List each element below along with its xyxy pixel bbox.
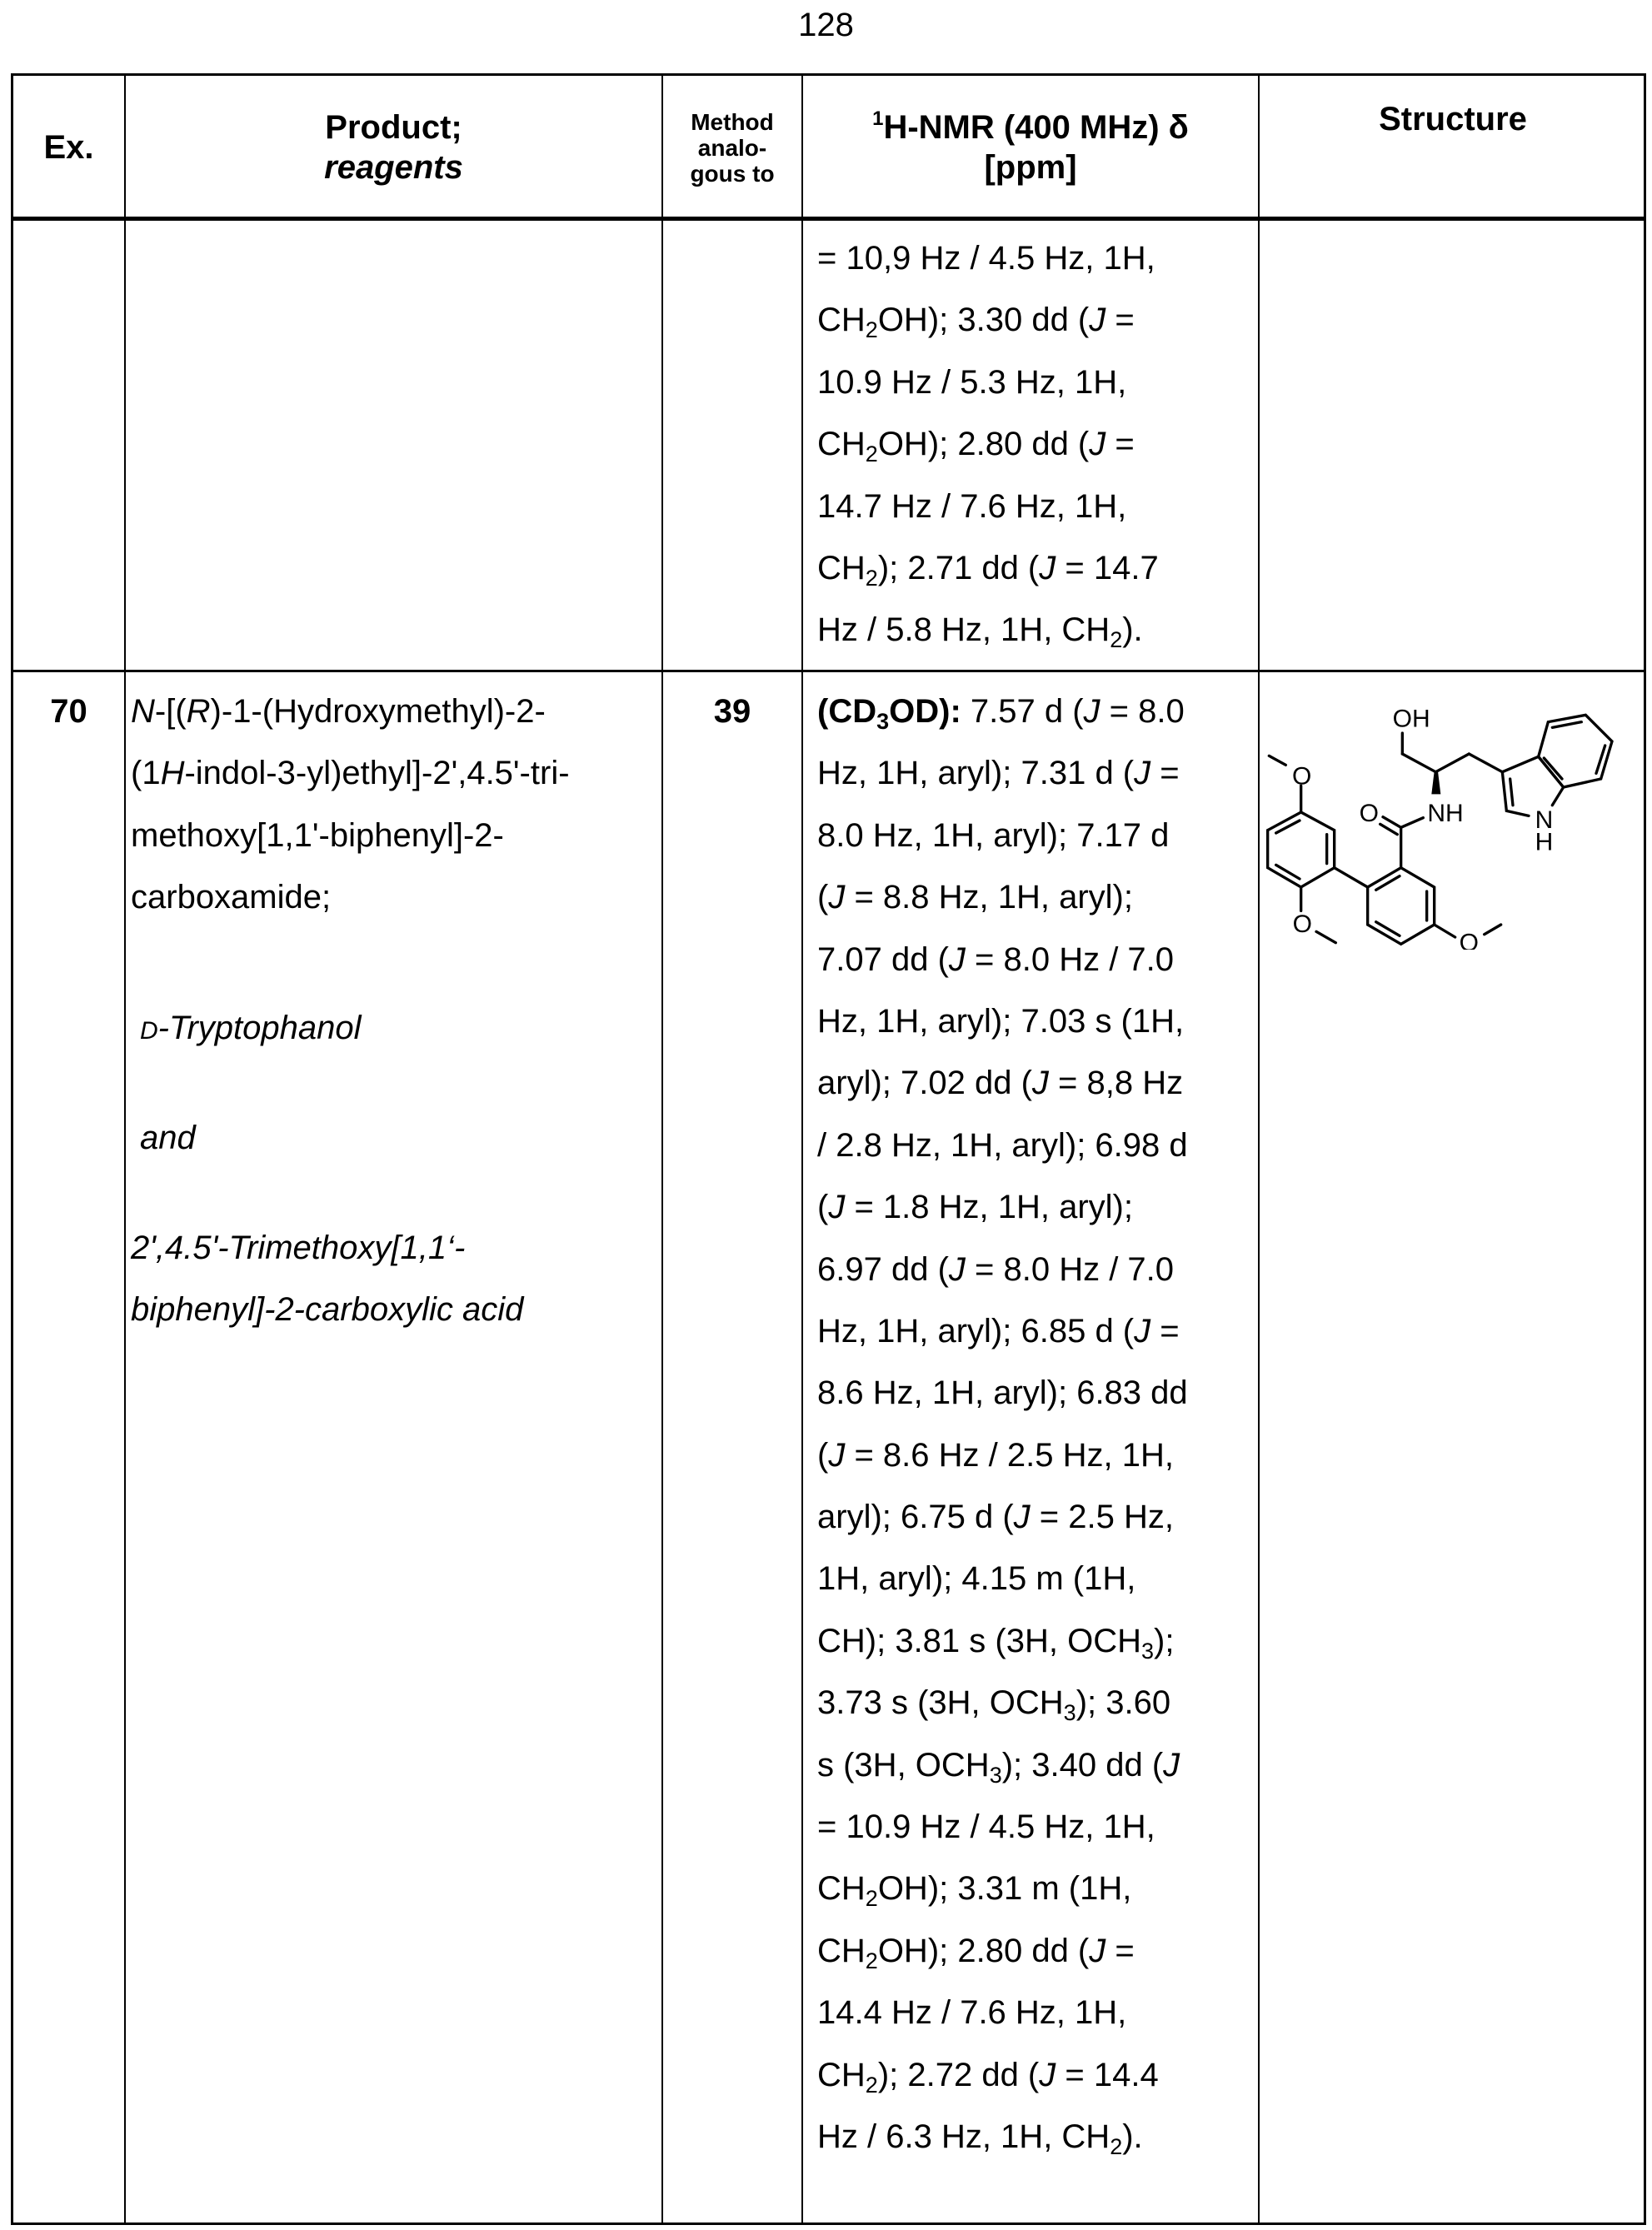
text-run: 10.9 Hz / 5.3 Hz, 1H, xyxy=(817,364,1126,401)
nmr-cell xyxy=(817,681,1188,2168)
text-line xyxy=(131,742,570,804)
text-run: 1H, aryl); 4.15 m (1H, xyxy=(817,1560,1135,1597)
text-run: = 1.8 Hz, 1H, aryl); xyxy=(845,1189,1133,1225)
text-run: = 10,9 Hz / 4.5 Hz, 1H, xyxy=(817,240,1155,277)
text-run: = 2.5 Hz, xyxy=(1031,1499,1174,1535)
text-line xyxy=(817,352,1159,413)
text-line xyxy=(817,929,1188,990)
text-run: Hz, 1H, aryl); 7.31 d ( xyxy=(817,755,1134,791)
text-run: J xyxy=(828,879,845,915)
text-line xyxy=(817,681,1188,742)
text-run: ). xyxy=(1122,611,1142,648)
header-product-label: Product; xyxy=(325,107,462,147)
text-run: ( xyxy=(817,1189,828,1225)
text-line xyxy=(817,1486,1188,1548)
text-run: 14.4 Hz / 7.6 Hz, 1H, xyxy=(817,1994,1126,2031)
text-line xyxy=(817,599,1159,661)
subscript: 3 xyxy=(1064,1700,1076,1725)
label-o-methoxy: O xyxy=(1460,930,1479,950)
text-run: 7.07 dd ( xyxy=(817,941,949,978)
text-run: = 8.0 Hz / 7.0 xyxy=(966,941,1174,978)
column-divider xyxy=(801,76,803,2223)
subscript: 3 xyxy=(876,709,889,734)
text-run: = 8.0 Hz / 7.0 xyxy=(966,1251,1174,1288)
text-run: CH xyxy=(817,426,866,462)
row-divider xyxy=(13,670,1644,672)
text-run: = 8.0 xyxy=(1101,693,1185,730)
header-structure xyxy=(1260,76,1646,219)
text-run: H xyxy=(161,755,185,791)
superscript: 1 xyxy=(872,107,883,130)
text-run: Hz / 5.8 Hz, 1H, CH xyxy=(817,611,1110,648)
text-run: OD): xyxy=(889,693,961,730)
text-run: J xyxy=(1089,1933,1105,1969)
text-run: -Tryptophanol xyxy=(158,1010,362,1046)
text-line xyxy=(131,805,570,866)
text-line xyxy=(817,1796,1188,1858)
text-line xyxy=(817,1672,1188,1734)
subscript: 2 xyxy=(1110,627,1122,652)
text-line xyxy=(817,1920,1188,1982)
text-run: J xyxy=(828,1189,845,1225)
label-nh: NH xyxy=(1427,800,1463,827)
text-line xyxy=(817,289,1159,351)
text-run: ); xyxy=(1154,1623,1174,1659)
text-run: Hz, 1H, aryl); 7.03 s (1H, xyxy=(817,1003,1184,1040)
text-run: aryl); 6.75 d ( xyxy=(817,1499,1014,1535)
header-ex xyxy=(13,76,124,219)
text-run: ); 2.71 dd ( xyxy=(878,550,1039,586)
text-run: J xyxy=(1039,550,1056,586)
text-run: = 14.7 xyxy=(1056,550,1158,586)
data-table xyxy=(11,73,1646,2225)
text-run: = xyxy=(1150,755,1179,791)
text-run: OH); 2.80 dd ( xyxy=(878,1933,1089,1969)
text-run: CH xyxy=(817,1870,866,1907)
text-line xyxy=(817,537,1159,599)
text-run: ); 2.72 dd ( xyxy=(878,2057,1039,2093)
header-ex-label: Ex. xyxy=(43,127,93,167)
text-run: ); 3.40 dd ( xyxy=(1002,1747,1163,1784)
method-reference: 39 xyxy=(663,681,801,742)
text-run: = xyxy=(1105,302,1134,338)
text-run: D xyxy=(140,1017,158,1045)
text-line xyxy=(817,1548,1188,1609)
text-line xyxy=(817,866,1188,928)
page-number: 128 xyxy=(0,7,1652,44)
text-run: CH xyxy=(817,550,866,586)
text-run: (1 xyxy=(131,755,161,791)
label-h-indole: H xyxy=(1535,829,1554,856)
text-run: R xyxy=(187,693,211,730)
nmr-cell-continued xyxy=(817,227,1159,661)
text-run: J xyxy=(1134,755,1150,791)
text-run: ); 3.60 xyxy=(1076,1684,1170,1721)
subscript: 2 xyxy=(866,566,878,591)
text-run: OH); 2.80 dd ( xyxy=(878,426,1089,462)
text-run: J xyxy=(1014,1499,1031,1535)
reagent-and: and xyxy=(140,1107,196,1169)
subscript: 2 xyxy=(866,1886,878,1911)
text-run: 8.6 Hz, 1H, aryl); 6.83 dd xyxy=(817,1374,1188,1411)
text-line xyxy=(817,805,1188,866)
reagent-2 xyxy=(131,1217,523,1341)
text-line xyxy=(817,1858,1188,1919)
stereo-wedge xyxy=(1431,771,1440,794)
text-line xyxy=(817,1982,1188,2043)
subscript: 2 xyxy=(1110,2134,1122,2159)
subscript: 2 xyxy=(866,1948,878,1973)
text-line xyxy=(817,1052,1188,1114)
text-run: OH); 3.30 dd ( xyxy=(878,302,1089,338)
text-line xyxy=(817,1115,1188,1176)
text-run: -[( xyxy=(155,693,187,730)
text-run: 7.57 d ( xyxy=(961,693,1084,730)
example-number: 70 xyxy=(13,681,124,742)
structure-bonds xyxy=(1268,715,1612,944)
text-run: = xyxy=(1105,426,1134,462)
text-run: N xyxy=(131,693,155,730)
header-method-line: Method xyxy=(691,109,774,135)
text-line xyxy=(817,1734,1188,1796)
text-run: J xyxy=(1163,1747,1180,1784)
header-nmr-line xyxy=(872,107,1189,147)
header-reagents-label: reagents xyxy=(324,147,463,187)
text-line xyxy=(817,2044,1188,2106)
subscript: 2 xyxy=(866,442,878,466)
reagent-2-line: 2',4.5'-Trimethoxy[1,1‘- xyxy=(131,1217,523,1279)
header-nmr-unit: [ppm] xyxy=(984,147,1076,187)
header-nmr-text: H-NMR (400 MHz) δ xyxy=(883,109,1188,146)
header-method-line: analo- xyxy=(698,135,766,161)
header-method-line: gous to xyxy=(690,161,774,187)
chemical-structure xyxy=(1250,683,1650,950)
reagent-2-line: biphenyl]-2-carboxylic acid xyxy=(131,1279,523,1340)
text-line xyxy=(817,1362,1188,1424)
text-run: J xyxy=(949,1251,966,1288)
subscript: 3 xyxy=(1141,1639,1154,1664)
text-run: J xyxy=(1084,693,1101,730)
text-run: J xyxy=(828,1437,845,1474)
header-method xyxy=(663,76,801,219)
text-line xyxy=(817,1610,1188,1672)
text-run: = xyxy=(1105,1933,1134,1969)
text-run: carboxamide; xyxy=(131,879,331,915)
text-run: CH xyxy=(817,1933,866,1969)
label-oh: OH xyxy=(1393,706,1430,733)
text-run: 6.97 dd ( xyxy=(817,1251,949,1288)
text-run: )-1-(Hydroxymethyl)-2- xyxy=(211,693,546,730)
text-run: = 10.9 Hz / 4.5 Hz, 1H, xyxy=(817,1808,1155,1845)
text-run: -indol-3-yl)ethyl]-2',4.5'-tri- xyxy=(184,755,569,791)
label-o-methoxy: O xyxy=(1292,763,1311,791)
text-run: ( xyxy=(817,879,828,915)
text-run: CH); 3.81 s (3H, OCH xyxy=(817,1623,1141,1659)
text-run: J xyxy=(1039,2057,1056,2093)
text-run: = xyxy=(1150,1313,1179,1349)
label-o-methoxy: O xyxy=(1293,910,1312,938)
text-line xyxy=(817,1176,1188,1238)
text-run: = 14.4 xyxy=(1056,2057,1158,2093)
text-line xyxy=(817,1300,1188,1362)
text-run: ( xyxy=(817,1437,828,1474)
text-line xyxy=(131,866,570,928)
text-line xyxy=(817,413,1159,475)
header-product xyxy=(126,76,661,219)
column-divider xyxy=(124,76,126,2223)
text-line xyxy=(817,2106,1188,2168)
text-run: 8.0 Hz, 1H, aryl); 7.17 d xyxy=(817,817,1169,854)
text-line xyxy=(817,227,1159,289)
text-run: CH xyxy=(817,302,866,338)
text-line xyxy=(817,990,1188,1052)
column-divider xyxy=(661,76,663,2223)
text-run: Hz, 1H, aryl); 6.85 d ( xyxy=(817,1313,1134,1349)
text-run: J xyxy=(949,941,966,978)
subscript: 2 xyxy=(866,317,878,342)
text-run: 3.73 s (3H, OCH xyxy=(817,1684,1064,1721)
product-name xyxy=(131,681,570,929)
text-run: s (3H, OCH xyxy=(817,1747,990,1784)
text-line xyxy=(817,1424,1188,1486)
subscript: 3 xyxy=(990,1763,1002,1788)
text-run: = 8.8 Hz, 1H, aryl); xyxy=(845,879,1133,915)
text-run: J xyxy=(1134,1313,1150,1349)
text-run: CH xyxy=(817,2057,866,2093)
text-run: = 8.6 Hz / 2.5 Hz, 1H, xyxy=(845,1437,1174,1474)
text-run: = 8,8 Hz xyxy=(1049,1065,1183,1101)
text-run: 14.7 Hz / 7.6 Hz, 1H, xyxy=(817,488,1126,525)
text-run: aryl); 7.02 dd ( xyxy=(817,1065,1032,1101)
text-run: / 2.8 Hz, 1H, aryl); 6.98 d xyxy=(817,1127,1188,1164)
text-run: (CD xyxy=(817,693,876,730)
text-run: ). xyxy=(1122,2118,1142,2155)
text-run: J xyxy=(1089,426,1105,462)
text-line xyxy=(817,742,1188,804)
header-structure-label: Structure xyxy=(1379,99,1527,139)
column-divider xyxy=(1258,76,1260,2223)
label-o-carbonyl: O xyxy=(1360,800,1379,827)
header-nmr xyxy=(803,76,1258,219)
label-n-indole: N xyxy=(1535,806,1554,834)
reagent-1 xyxy=(140,997,362,1062)
text-line xyxy=(817,476,1159,537)
text-run: methoxy[1,1'-biphenyl]-2- xyxy=(131,817,504,854)
text-line xyxy=(817,1239,1188,1300)
text-run: J xyxy=(1032,1065,1049,1101)
text-run: J xyxy=(1089,302,1105,338)
text-line xyxy=(131,681,570,742)
text-run: OH); 3.31 m (1H, xyxy=(878,1870,1132,1907)
subscript: 2 xyxy=(866,2073,878,2098)
text-run: Hz / 6.3 Hz, 1H, CH xyxy=(817,2118,1110,2155)
